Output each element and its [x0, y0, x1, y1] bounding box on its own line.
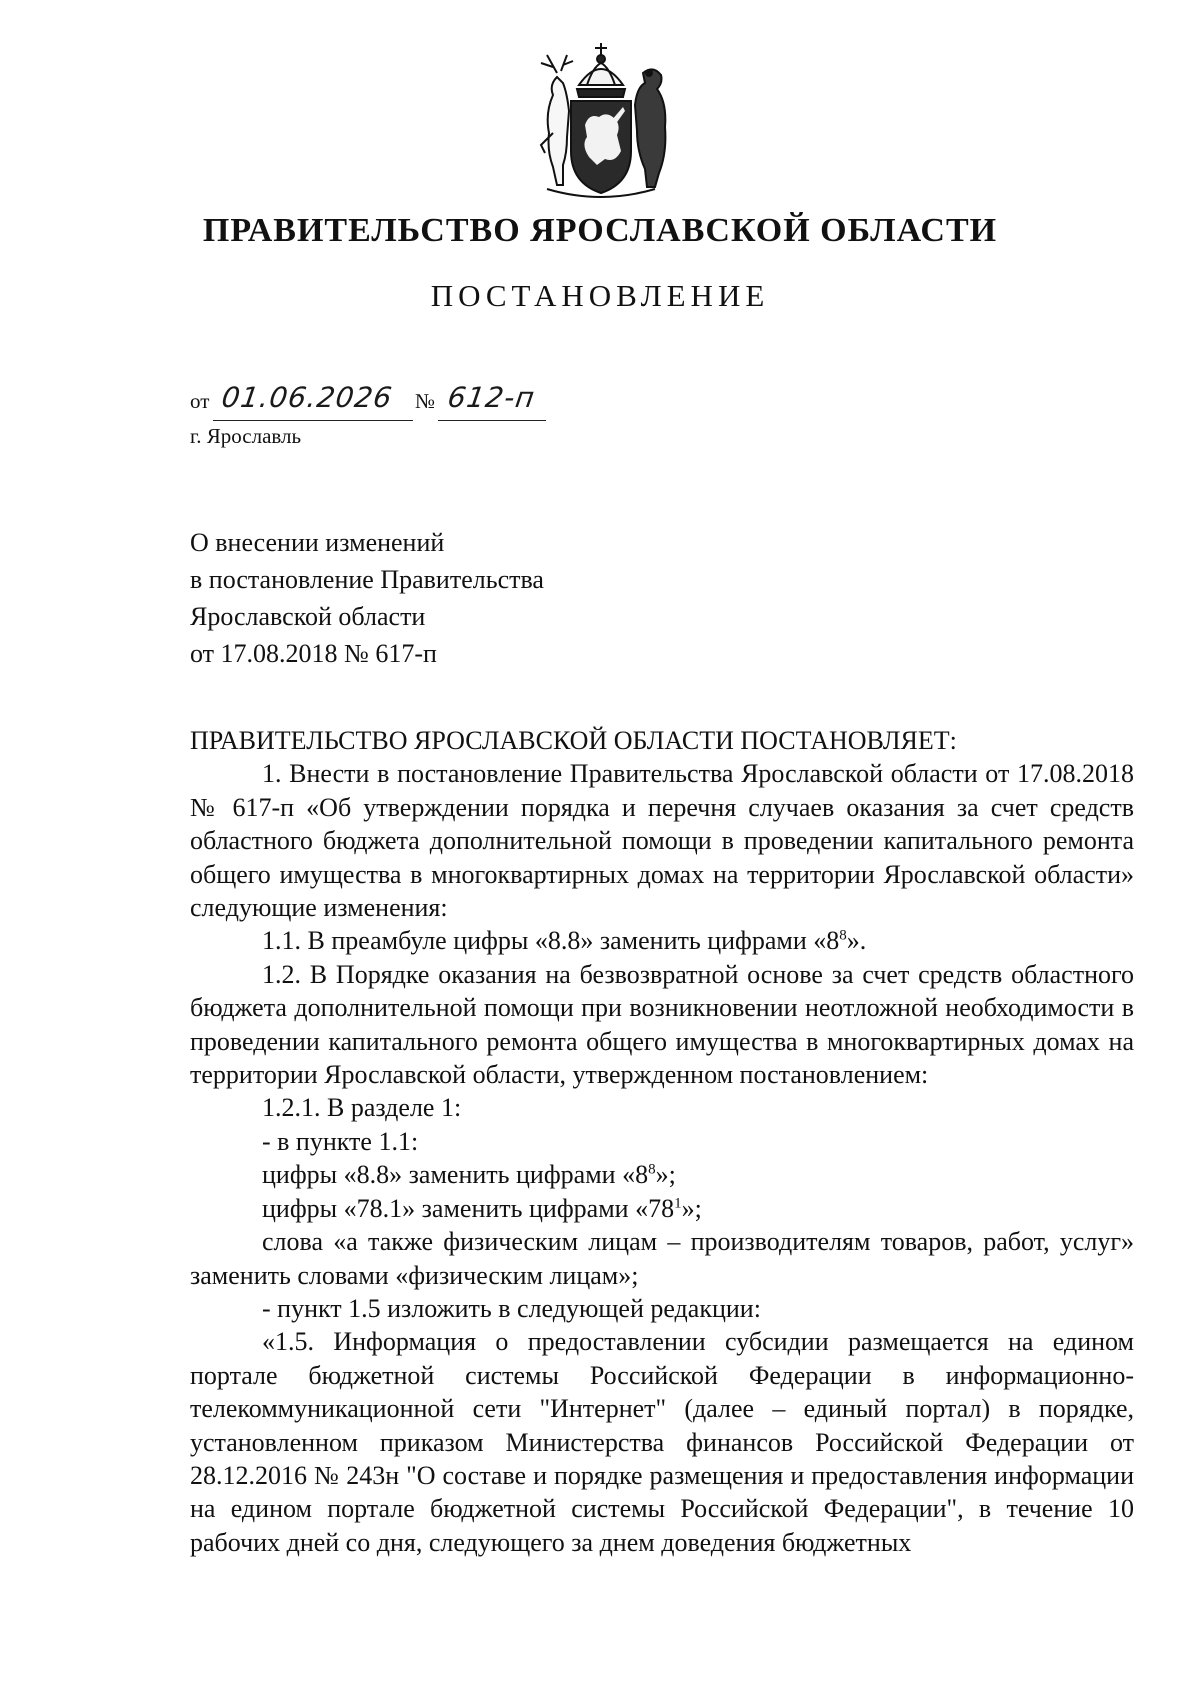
document-body: [190, 724, 1134, 1559]
handwritten-number: 612-п: [445, 381, 538, 414]
document-type-title: ПОСТАНОВЛЕНИЕ: [430, 278, 770, 313]
number-underline: [438, 420, 546, 421]
date-underline: [213, 420, 413, 421]
subject-line: Ярославской области: [190, 602, 426, 631]
text-run: »;: [655, 1160, 676, 1190]
text-run: 1.1. В преамбуле цифры «8.8» заменить цифрами «8: [262, 926, 840, 956]
superscript: 8: [648, 1161, 656, 1178]
quote-point-1-5: «1.5. Информация о предоставлении субсидии размещается на едином портале бюджетной системы Российской Федерации в информационно-телекоммуникационной сети "Интернет" (далее – единый портал) в порядке, установленном приказом Министерства финансов Российской Федерации от 28.12.2016 № 243н "О составе и порядке размещения и предоставления информации на едином портале бюджетной системы Российской Федерации", в течение 10 рабочих дней со дня, следующего за днем доведения бюджетных: [190, 1327, 1134, 1557]
text-run: ».: [846, 926, 867, 956]
subject-line: О внесении изменений: [190, 528, 445, 557]
paragraph-1-2: 1.2. В Порядке оказания на безвозвратной основе за счет средств областного бюджета дополнительной помощи при возникновении неотложной необходимости в проведении капитального ремонта общего имущества в многоквартирных домах на территории Ярославской области, утвержденном постановлением:: [190, 959, 1134, 1090]
digits-change-a: [190, 1158, 1134, 1191]
text-run: »;: [681, 1193, 702, 1223]
number-sign: №: [415, 389, 436, 413]
subject-line: от 17.08.2018 № 617-п: [190, 639, 437, 668]
paragraph-1: 1. Внести в постановление Правительства Ярославской области от 17.08.2018 № 617-п «Об утверждении порядка и перечня случаев оказания за счет средств областного бюджета дополнительной помощи в проведении капитального ремонта общего имущества в многоквартирных домах на территории Ярославской области» следующие изменения:: [190, 759, 1134, 923]
city-label: г. Ярославль: [190, 424, 302, 448]
paragraph-1-1: [190, 924, 1134, 957]
words-change: слова «а также физическим лицам – производителям товаров, работ, услуг» заменить словами «физическим лицам»;: [190, 1227, 1134, 1290]
paragraph-1-2-1: 1.2.1. В разделе 1:: [262, 1093, 462, 1123]
handwritten-date: 01.06.2026: [219, 381, 395, 414]
subject-line: в постановление Правительства: [190, 565, 544, 594]
date-prefix-label: от: [190, 389, 210, 413]
superscript: 1: [674, 1195, 682, 1212]
item-point-1-5: - пункт 1.5 изложить в следующей редакции:: [262, 1293, 761, 1323]
subject-block: [190, 524, 544, 672]
government-title: ПРАВИТЕЛЬСТВО ЯРОСЛАВСКОЙ ОБЛАСТИ: [202, 212, 998, 249]
decree-phrase: ПРАВИТЕЛЬСТВО ЯРОСЛАВСКОЙ ОБЛАСТИ ПОСТАНОВЛЯЕТ:: [190, 726, 957, 755]
superscript: 8: [839, 927, 847, 944]
item-point-1-1: - в пункте 1.1:: [262, 1126, 419, 1156]
text-run: цифры «8.8» заменить цифрами «8: [262, 1160, 649, 1190]
text-run: цифры «78.1» заменить цифрами «78: [262, 1193, 675, 1223]
coat-of-arms-emblem: [527, 33, 675, 203]
digits-change-b: [190, 1192, 1134, 1225]
